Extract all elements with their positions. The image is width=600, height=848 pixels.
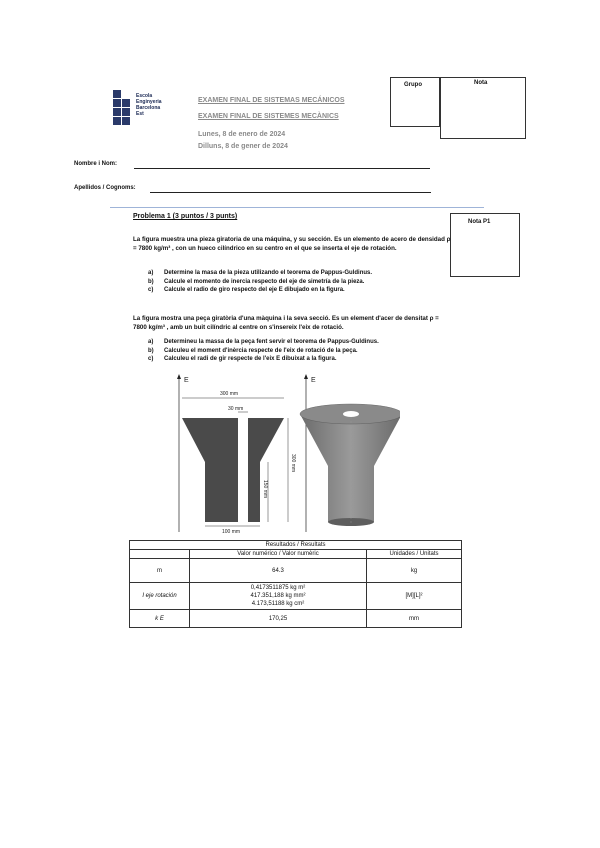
apellidos-field[interactable] — [150, 192, 431, 193]
exam-date-es: Lunes, 8 de enero de 2024 — [198, 131, 286, 138]
apellidos-label: Apellidos / Cognoms: — [74, 185, 136, 191]
grupo-label: Grupo — [404, 82, 422, 88]
nombre-field[interactable] — [134, 168, 430, 169]
nota-box[interactable] — [440, 77, 526, 139]
part-3d-hole — [343, 411, 359, 417]
dim-hole: 30 mm — [228, 406, 244, 412]
axis-arrow-left-icon — [177, 374, 181, 379]
problem-text-es: La figura muestra una pieza giratoria de una máquina, y su sección. Es un elemento de acero de densidad ρ = 7800 kg/m³ , con un hueco cilíndrico en su centro en el que se inserta el eje de rotación. — [133, 236, 451, 252]
axis-arrow-right-icon — [304, 374, 308, 379]
list-item: c) Calculeu el radi de gir respecte de l'eix E dibuixat a la figura. — [148, 356, 337, 362]
axis-label-left: E — [184, 377, 189, 384]
exam-title-ca: EXAMEN FINAL DE SISTEMES MECÀNICS — [198, 113, 339, 120]
dim-top: 300 mm — [220, 391, 239, 397]
table-row: k E 170,25 mm — [130, 610, 462, 628]
table-row: m 64.3 kg — [130, 559, 462, 583]
table-row: I eje rotación 0,4173511875 kg m² 417.351,188 kg mm² 4.173,51188 kg cm² [M][L]² — [130, 583, 462, 610]
list-item: a) Determineu la massa de la peça fent servir el teorema de Pappus-Guldinus. — [148, 339, 379, 345]
section-right — [248, 418, 284, 522]
problem-title: Problema 1 (3 puntos / 3 punts) — [133, 213, 238, 220]
section-left — [182, 418, 238, 522]
results-table — [129, 540, 462, 628]
part-figure — [170, 374, 400, 536]
exam-date-ca: Dilluns, 8 de gener de 2024 — [198, 143, 288, 150]
list-item: c) Calcule el radio de giro respecto del eje E dibujado en la figura. — [148, 287, 345, 293]
col-units-header: Unidades / Unitats — [367, 550, 462, 559]
list-item: b) Calculeu el moment d'inèrcia respecte de l'eix de rotació de la peça. — [148, 347, 358, 354]
dim-height: 300 mm — [290, 454, 296, 473]
nota-label: Nota — [474, 80, 488, 86]
problem-items-ca — [148, 338, 379, 364]
logo-text: Escola Enginyeria Barcelona Est — [136, 93, 162, 117]
dim-stem: 150 mm — [262, 480, 268, 499]
nombre-label: Nombre i Nom: — [74, 161, 118, 167]
problem-items-es — [148, 269, 372, 295]
list-item: a) Determine la masa de la pieza utilizando el teorema de Pappus-Guldinus. — [148, 270, 373, 276]
axis-label-right: E — [311, 377, 316, 384]
part-3d-body — [300, 414, 400, 522]
problem-text-ca: La figura mostra una peça giratòria d'una màquina i la seva secció. Es un element d'acer de densitat ρ = 7800 kg/m³ , amb un buit cilíndric al centre on s'insereix l'eix de rotació. — [133, 315, 439, 331]
dim-bottom: 100 mm — [222, 529, 241, 535]
col-value-header: Valor numérico / Valor numèric — [190, 550, 367, 559]
nota-p1-label: Nota P1 — [468, 219, 491, 225]
exam-title-es: EXAMEN FINAL DE SISTEMAS MECÁNICOS — [198, 97, 345, 104]
section-divider — [110, 207, 484, 208]
results-title: Resultados / Resultats — [130, 541, 462, 550]
list-item: b) Calcule el momento de inercia respecto del eje de simetría de la pieza. — [148, 278, 365, 285]
